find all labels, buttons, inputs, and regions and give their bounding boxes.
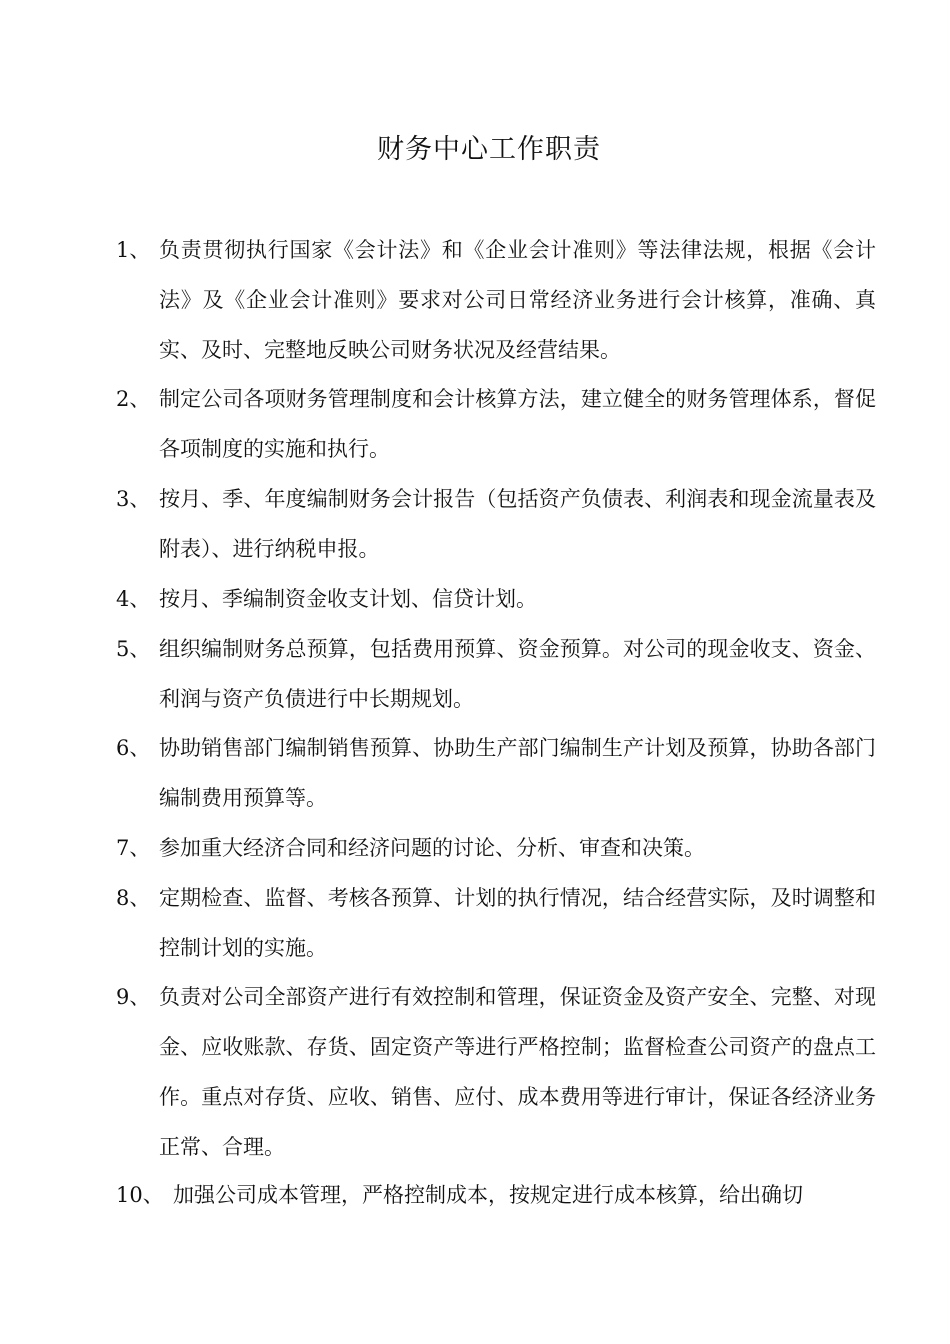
item-number: 6、 (116, 736, 151, 760)
item-text: 加强公司成本管理，严格控制成本，按规定进行成本核算，给出确切 (173, 1183, 803, 1207)
item-number: 1、 (116, 238, 151, 262)
list-item (116, 823, 876, 873)
list-item (116, 873, 876, 973)
item-text: 组织编制财务总预算，包括费用预算、资金预算。对公司的现金收支、资金、利润与资产负债进行中长期规划。 (159, 637, 876, 711)
item-text: 按月、季编制资金收支计划、信贷计划。 (159, 587, 537, 611)
item-text: 负责对公司全部资产进行有效控制和管理，保证资金及资产安全、完整、对现金、应收账款、存货、固定资产等进行严格控制；监督检查公司资产的盘点工作。重点对存货、应收、销售、应付、成本费用等进行审计，保证各经济业务正常、合理。 (159, 985, 876, 1159)
item-text: 负责贯彻执行国家《会计法》和《企业会计准则》等法律法规，根据《会计法》及《企业会计准则》要求对公司日常经济业务进行会计核算，准确、真实、及时、完整地反映公司财务状况及经营结果。 (159, 238, 876, 362)
item-number: 4、 (116, 587, 151, 611)
list-item (116, 624, 876, 724)
item-text: 参加重大经济合同和经济问题的讨论、分析、审查和决策。 (159, 836, 705, 860)
list-item (116, 374, 876, 474)
list-item (116, 574, 876, 624)
list-item (116, 225, 876, 375)
item-text: 按月、季、年度编制财务会计报告（包括资产负债表、利润表和现金流量表及附表）、进行纳税申报。 (159, 487, 876, 561)
list-item (116, 723, 876, 823)
item-number: 8、 (116, 886, 151, 910)
list-item (116, 1170, 876, 1220)
document-title: 财务中心工作职责 (377, 134, 601, 165)
item-number: 5、 (116, 637, 151, 661)
item-text: 制定公司各项财务管理制度和会计核算方法，建立健全的财务管理体系，督促各项制度的实施和执行。 (159, 387, 876, 461)
item-text: 协助销售部门编制销售预算、协助生产部门编制生产计划及预算，协助各部门编制费用预算等。 (159, 736, 876, 810)
item-number: 7、 (116, 836, 151, 860)
item-text: 定期检查、监督、考核各预算、计划的执行情况，结合经营实际，及时调整和控制计划的实施。 (159, 886, 876, 960)
list-item (116, 972, 876, 1172)
item-number: 2、 (116, 387, 151, 411)
item-number: 3、 (116, 487, 151, 511)
item-number: 9、 (116, 985, 151, 1009)
list-item (116, 474, 876, 574)
item-number: 10、 (116, 1183, 164, 1207)
